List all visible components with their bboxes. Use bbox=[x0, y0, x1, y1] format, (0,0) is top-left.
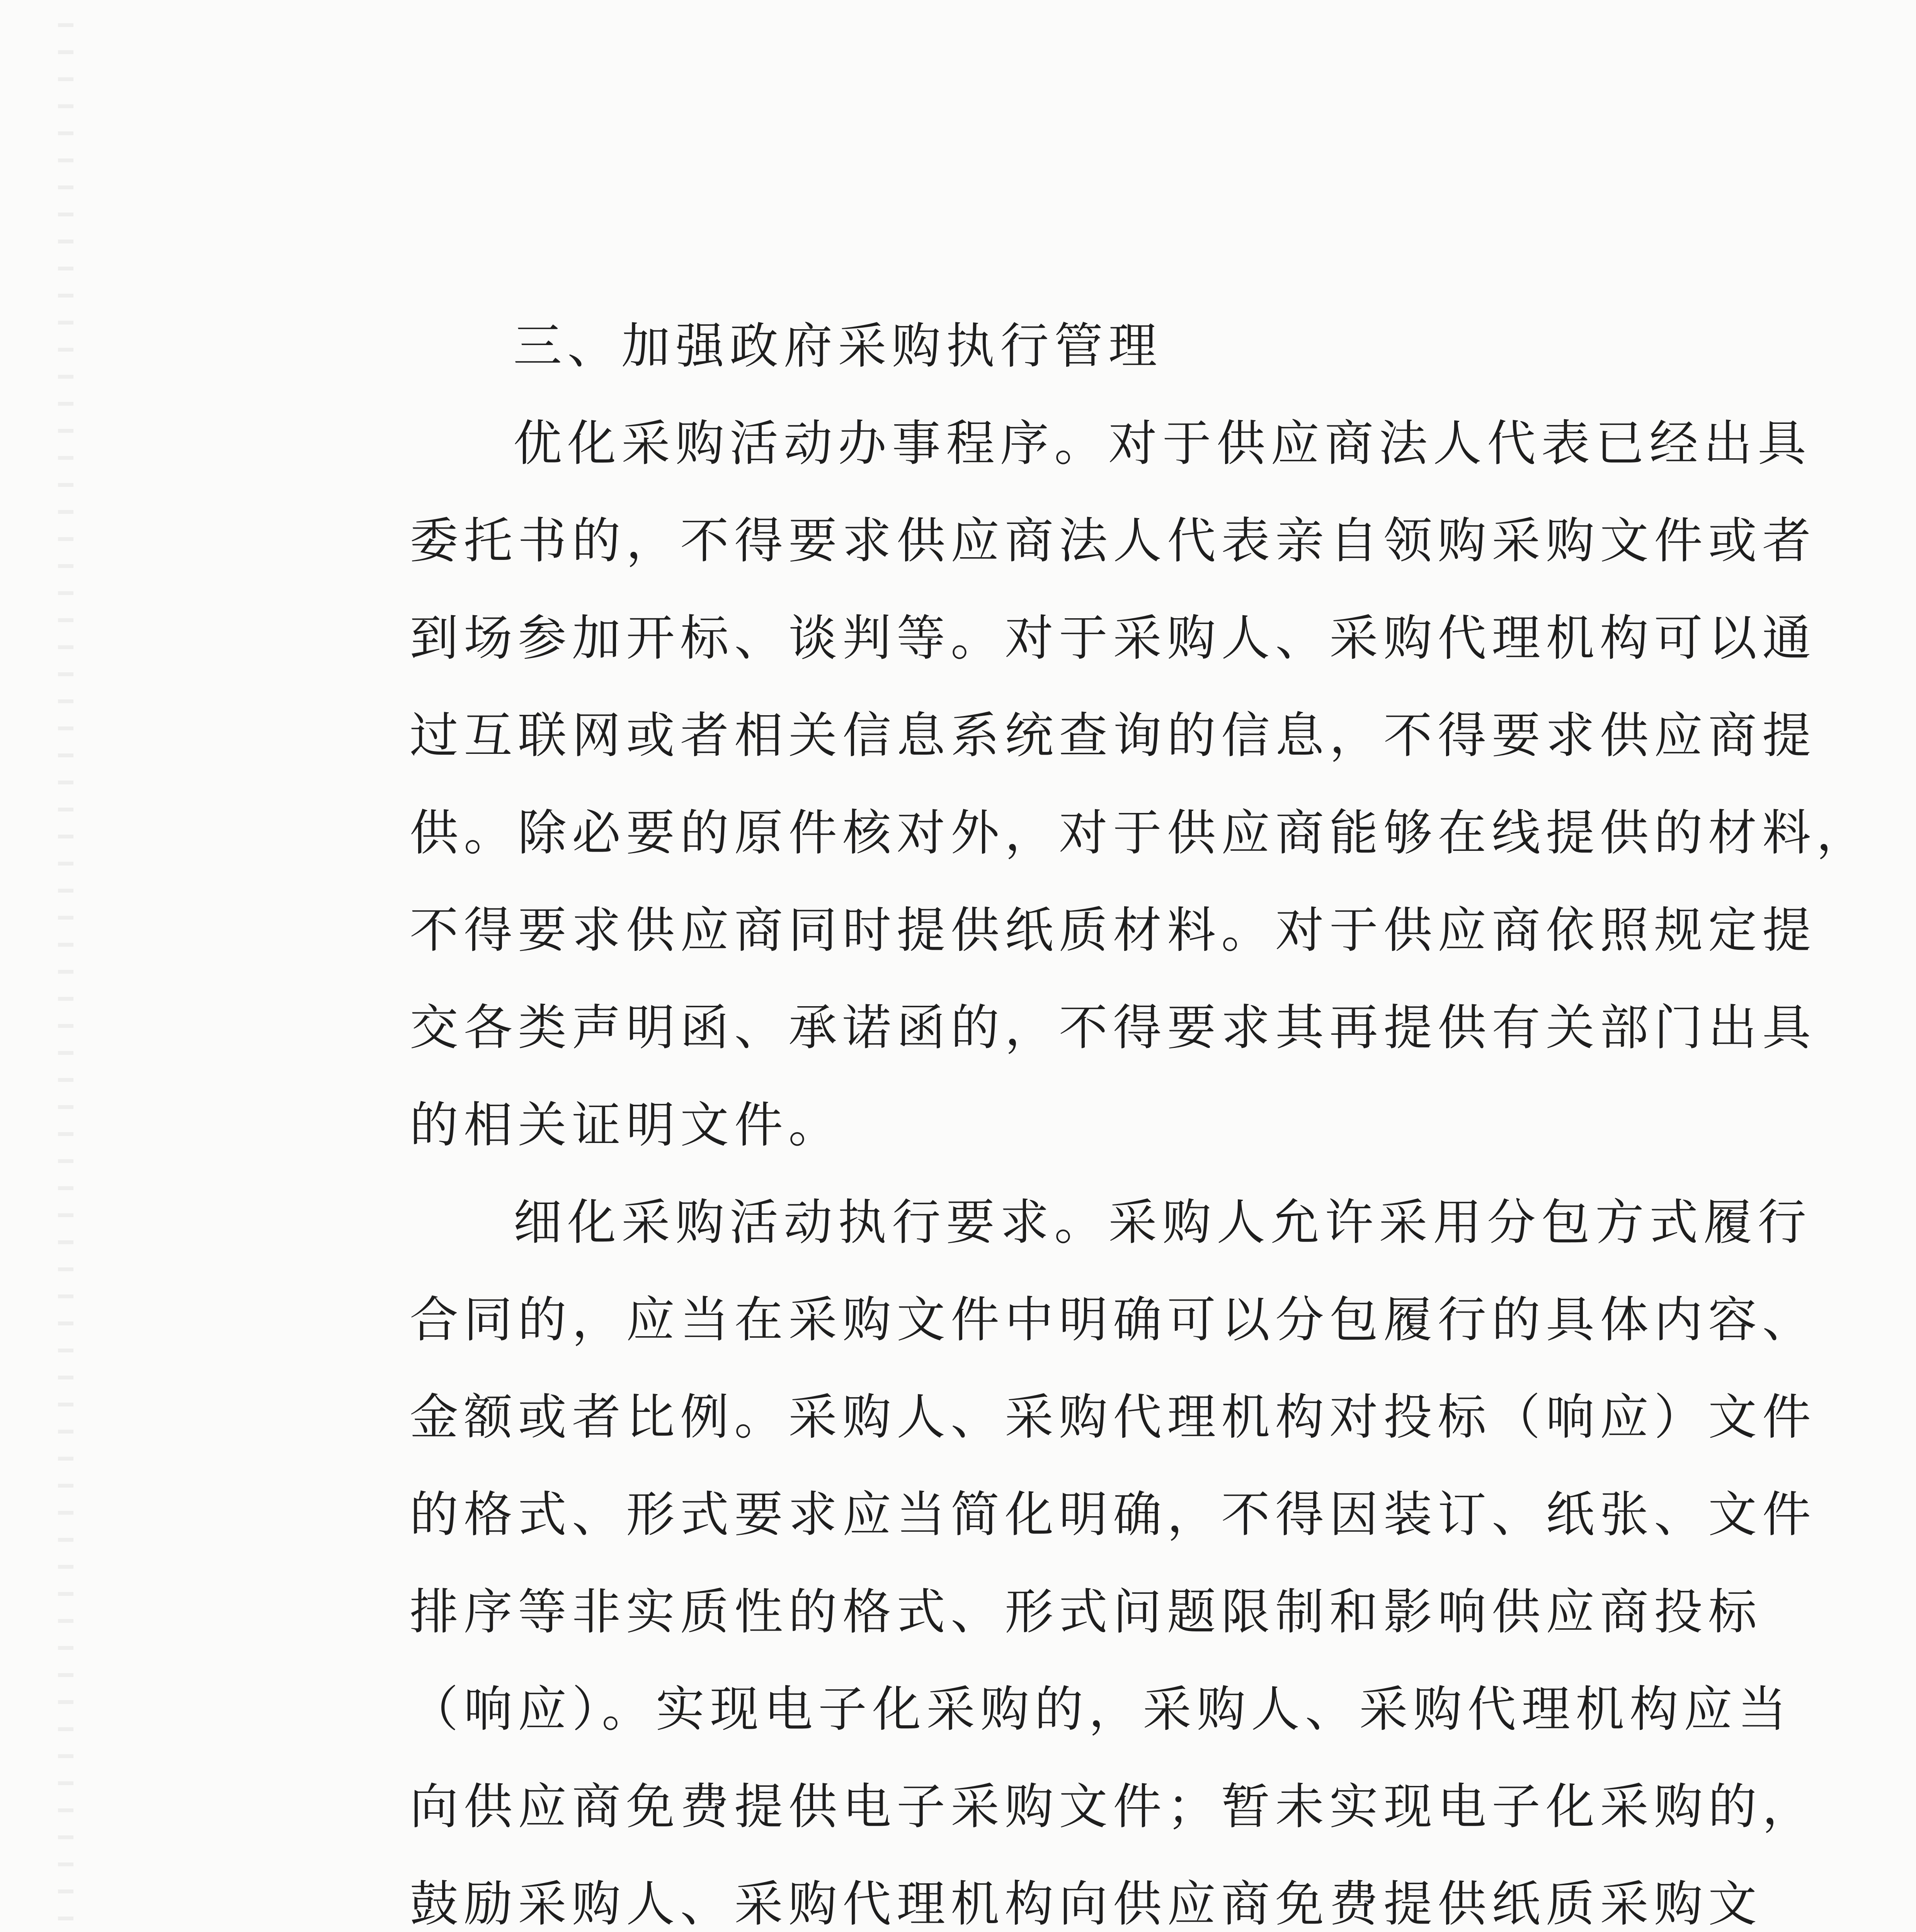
paragraph-2 bbox=[410, 1174, 1816, 1932]
document-body bbox=[410, 298, 1870, 1932]
text-line: 向供应商免费提供电子采购文件；暂未实现电子化采购的， bbox=[410, 1778, 1816, 1835]
text-line: 细化采购活动执行要求。采购人允许采用分包方式履行 bbox=[513, 1194, 1812, 1251]
text-line: （响应）。实现电子化采购的，采购人、采购代理机构应当 bbox=[410, 1681, 1792, 1738]
text-line: 合同的，应当在采购文件中明确可以分包履行的具体内容、 bbox=[410, 1291, 1816, 1348]
scan-binding-edge bbox=[58, 0, 73, 1932]
text-line: 委托书的，不得要求供应商法人代表亲自领购采购文件或者 bbox=[410, 512, 1816, 569]
paragraph-1 bbox=[410, 395, 1870, 1174]
text-line: 供。除必要的原件核对外，对于供应商能够在线提供的材料， bbox=[410, 804, 1870, 861]
text-line: 不得要求供应商同时提供纸质材料。对于供应商依照规定提 bbox=[410, 902, 1816, 959]
text-line: 优化采购活动办事程序。对于供应商法人代表已经出具 bbox=[513, 415, 1812, 472]
text-line: 交各类声明函、承诺函的，不得要求其再提供有关部门出具 bbox=[410, 999, 1816, 1056]
text-line: 金额或者比例。采购人、采购代理机构对投标（响应）文件 bbox=[410, 1389, 1816, 1446]
text-line: 的相关证明文件。 bbox=[410, 1097, 842, 1153]
text-line: 的格式、形式要求应当简化明确，不得因装订、纸张、文件 bbox=[410, 1486, 1816, 1543]
section-heading: 三、加强政府采购执行管理 bbox=[513, 318, 1162, 374]
text-line: 到场参加开标、谈判等。对于采购人、采购代理机构可以通 bbox=[410, 610, 1816, 667]
text-line: 过互联网或者相关信息系统查询的信息，不得要求供应商提 bbox=[410, 707, 1816, 764]
text-line: 鼓励采购人、采购代理机构向供应商免费提供纸质采购文 bbox=[410, 1876, 1762, 1932]
text-line: 排序等非实质性的格式、形式问题限制和影响供应商投标 bbox=[410, 1583, 1762, 1640]
